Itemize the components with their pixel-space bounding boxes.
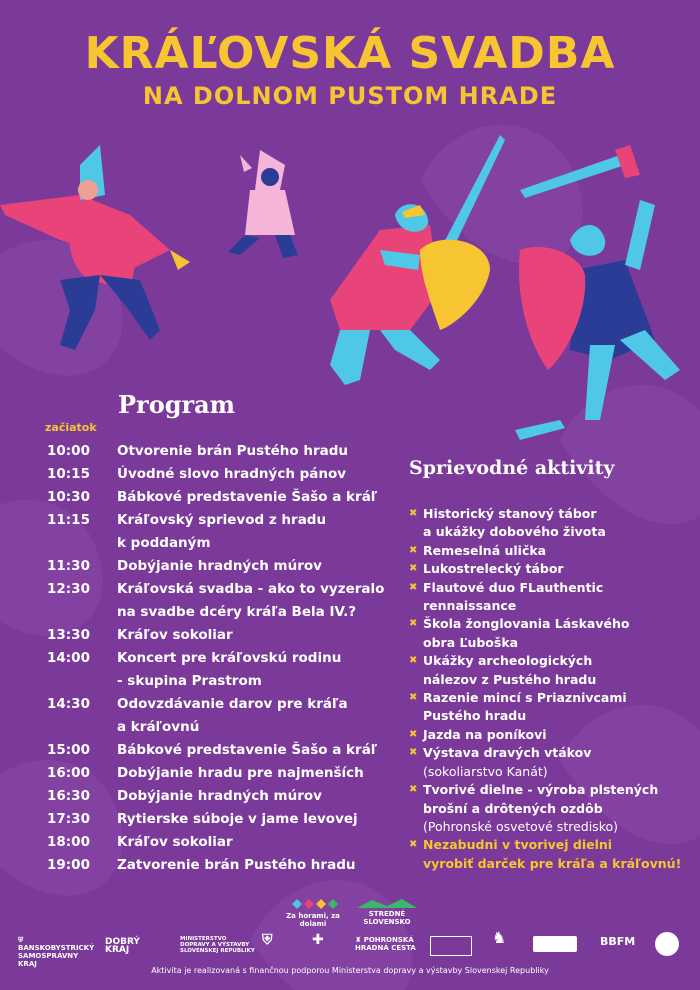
activity-line: Pustého hradu (423, 708, 527, 724)
bullet-icon: ✖ (409, 544, 418, 556)
program-time: 16:30 (47, 788, 90, 804)
program-event-line: Kráľovská svadba - ako to vyzeralo (117, 581, 385, 597)
program-row (47, 831, 407, 854)
activity-line: a ukážky dobového života (423, 524, 606, 540)
program-event (117, 578, 407, 624)
activity-item (409, 505, 699, 542)
stredne-slovensko-label: STREDNÉ SLOVENSKO (363, 910, 411, 926)
program-event-line: Koncert pre kráľovskú rodinu (117, 650, 342, 666)
activity-line: Nezabudni v tvorivej dielni (423, 837, 613, 853)
activity-item (409, 579, 699, 616)
bullet-icon: ✖ (409, 728, 418, 740)
program-event-line: Odovzdávanie darov pre kráľa (117, 696, 348, 712)
activity-line: Razenie mincí s Priaznivcami (423, 690, 627, 706)
activity-line: vyrobiť darček pre kráľa a kráľovnú! (423, 855, 682, 871)
program-row (47, 440, 407, 463)
dobry-kraj-logo (105, 938, 165, 954)
activities-heading: Sprievodné aktivity (409, 457, 615, 479)
activity-line: Ukážky archeologických (423, 653, 593, 669)
activity-item (409, 726, 699, 744)
program-time: 18:00 (47, 834, 90, 850)
program-event (117, 555, 407, 578)
program-event-line: Kráľov sokoliar (117, 834, 233, 850)
program-row (47, 647, 407, 693)
bullet-icon: ✖ (409, 508, 418, 519)
activity-line: obra Ľuboška (423, 634, 519, 650)
activity-item (409, 542, 699, 560)
dobry-kraj-label: DOBRÝ KRAJ (105, 937, 140, 955)
program-event (117, 624, 407, 647)
program-event-line: k poddaným (117, 535, 211, 551)
program-event-line: Dobýjanie hradných múrov (117, 558, 322, 574)
program-row (47, 739, 407, 762)
page-subtitle: NA DOLNOM PUSTOM HRADE (142, 82, 558, 110)
program-event (117, 785, 407, 808)
knight-with-shield-illustration (515, 145, 680, 440)
small-jester-illustration (228, 150, 298, 258)
activity-item (409, 689, 699, 726)
bbsk-label: BANSKOBYSTRICKÝ SAMOSPRÁVNY KRAJ (18, 944, 95, 968)
activity-item (409, 560, 699, 578)
activity-line: Tvorivé dielne - výroba plstených (423, 782, 659, 798)
activity-line: Remeselná ulička (423, 542, 547, 558)
program-list (47, 440, 407, 877)
program-time: 15:00 (47, 742, 90, 758)
program-time: 17:30 (47, 811, 90, 827)
za-horami-label: Za horami, za dolami (286, 912, 340, 928)
program-event-line: Rytierske súboje v jame levovej (117, 811, 358, 827)
activity-line: Lukostrelecký tábor (423, 561, 564, 577)
ministry-label: MINISTERSTVO DOPRAVY A VÝSTAVBY SLOVENSKEJ REPUBLIKY (180, 936, 255, 954)
program-time: 19:00 (47, 857, 90, 873)
round-seal-icon (655, 932, 679, 956)
program-event-line: Dobýjanie hradných múrov (117, 788, 322, 804)
program-event (117, 808, 407, 831)
diamonds-icon (288, 898, 338, 910)
program-time: 13:30 (47, 627, 90, 643)
program-event (117, 647, 407, 693)
program-time: 14:00 (47, 650, 90, 666)
program-time: 11:30 (47, 558, 90, 574)
activity-line: Škola žonglovania Láskavého (423, 616, 630, 632)
activity-item (409, 744, 699, 781)
bullet-icon: ✖ (409, 784, 418, 796)
activity-item (409, 615, 699, 652)
coat-of-arms-icon: ⛨ (18, 936, 24, 944)
activity-line: Historický stanový tábor (423, 506, 597, 521)
program-row (47, 624, 407, 647)
program-event-line: Bábkové predstavenie Šašo a kráľ (117, 489, 378, 505)
program-row (47, 693, 407, 739)
program-time: 12:30 (47, 581, 90, 597)
program-event-line: na svadbe dcéry kráľa Bela IV.? (117, 604, 357, 620)
bbfm-logo (600, 935, 640, 948)
activities-list (409, 505, 699, 873)
bbfm-label: BBFM (600, 935, 636, 948)
knight-emblem-icon: ♞ (492, 928, 507, 947)
rings-logo-icon (533, 936, 577, 952)
program-event (117, 509, 407, 555)
program-row (47, 578, 407, 624)
bullet-icon: ✖ (409, 618, 418, 630)
activity-line: Jazda na poníkovi (423, 726, 547, 742)
activity-item (409, 652, 699, 689)
activity-note: (Pohronské osvetové stredisko) (423, 818, 619, 834)
bullet-icon: ✖ (409, 839, 418, 851)
program-row (47, 509, 407, 555)
program-event-line: Otvorenie brán Pustého hradu (117, 443, 349, 459)
page-title: KRÁĽOVSKÁ SVADBA (84, 28, 616, 79)
medieval-characters-illustration (0, 120, 700, 440)
program-row (47, 785, 407, 808)
program-heading: Program (118, 390, 236, 419)
activity-item (409, 781, 699, 836)
program-time: 10:30 (47, 489, 90, 505)
program-row (47, 808, 407, 831)
program-event (117, 463, 407, 486)
program-event-line: Úvodné slovo hradných pánov (117, 466, 347, 482)
program-time: 14:30 (47, 696, 90, 712)
activity-line: Flautové duo FLauthentic (423, 579, 604, 595)
program-event-line: Bábkové predstavenie Šašo a kráľ (117, 742, 378, 758)
program-event-line: Zatvorenie brán Pustého hradu (117, 857, 356, 873)
program-event-line: - skupina Prastrom (117, 673, 262, 689)
activity-item-highlight (409, 836, 699, 873)
program-time: 16:00 (47, 765, 90, 781)
program-time: 11:15 (47, 512, 90, 528)
program-time: 10:00 (47, 443, 90, 459)
crest-icon: ⛨ (262, 932, 273, 948)
program-event (117, 831, 407, 854)
castle-icon: ♜ (355, 936, 362, 944)
program-row (47, 762, 407, 785)
activity-line: nálezov z Pustého hradu (423, 671, 597, 687)
ministry-logo (180, 936, 255, 954)
bbsk-logo (18, 936, 95, 968)
hills-icon (357, 898, 417, 908)
knight-with-sword-illustration (330, 135, 505, 385)
program-event-line: Dobýjanie hradu pre najmenších (117, 765, 364, 781)
program-row (47, 854, 407, 877)
start-label: začiatok (45, 421, 97, 434)
activity-line: brošní a drôtených ozdôb (423, 800, 603, 816)
program-row (47, 463, 407, 486)
program-event-line: Kráľovský sprievod z hradu (117, 512, 327, 528)
program-time: 10:15 (47, 466, 90, 482)
program-event (117, 440, 407, 463)
program-event (117, 693, 407, 739)
program-event-line: Kráľov sokoliar (117, 627, 233, 643)
partner-box-icon (430, 936, 472, 956)
bullet-icon: ✖ (409, 655, 418, 667)
program-row (47, 555, 407, 578)
program-event (117, 762, 407, 785)
program-event (117, 739, 407, 762)
stredne-slovensko-logo (352, 898, 422, 926)
activity-note: (sokoliarstvo Kanát) (423, 763, 548, 779)
program-row (47, 486, 407, 509)
bullet-icon: ✖ (409, 581, 418, 593)
program-event (117, 854, 407, 877)
running-jester-illustration (0, 145, 190, 350)
activity-line: Výstava dravých vtákov (423, 745, 592, 761)
pohronska-logo (355, 936, 425, 952)
bullet-icon: ✖ (409, 563, 418, 575)
bullet-icon: ✖ (409, 692, 418, 704)
program-event-line: a kráľovnú (117, 719, 200, 735)
footer-note: Aktivita je realizovaná s finančnou podporou Ministerstva dopravy a výstavby Slovenskej Republiky (151, 966, 549, 975)
bullet-icon: ✖ (409, 747, 418, 759)
activity-line: rennaissance (423, 598, 517, 614)
program-event (117, 486, 407, 509)
za-horami-logo (283, 898, 343, 928)
pohronska-label: POHRONSKÁ HRADNÁ CESTA (355, 936, 416, 952)
slovak-crest-icon: ✚ (312, 932, 324, 948)
